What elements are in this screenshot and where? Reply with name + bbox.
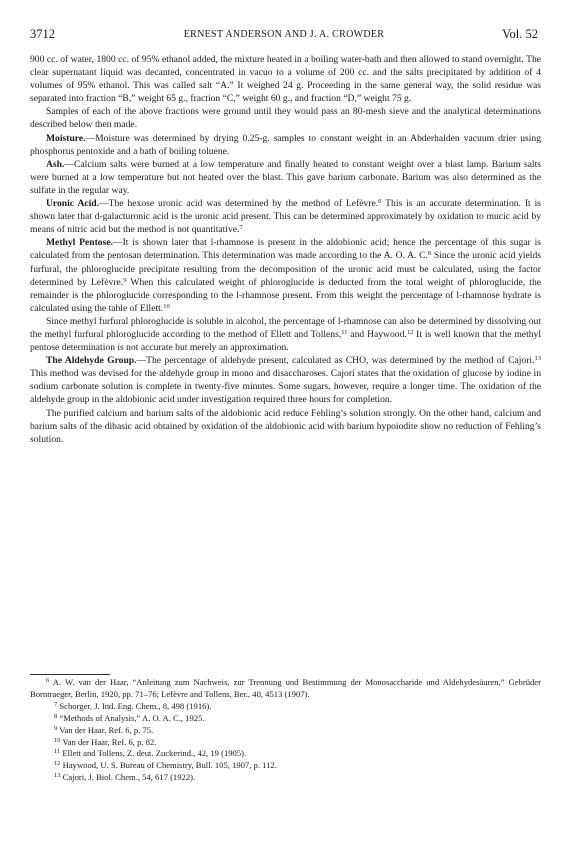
footnote-text: Haywood, U. S. Bureau of Chemistry, Bull. 105, 1907, p. 112.	[60, 760, 277, 771]
article-body	[30, 53, 541, 446]
paragraph-ash	[30, 158, 541, 197]
ref-mark: 10	[163, 302, 170, 310]
section-heading-uronic-acid: Uronic Acid.	[46, 198, 100, 210]
page-number: 3712	[30, 27, 55, 41]
rhamnose-text-2: and Haywood.	[347, 328, 407, 340]
ref-mark: 11	[341, 328, 348, 336]
footnote-6	[30, 677, 541, 701]
footnote-7	[30, 701, 541, 713]
footnote-text: Schorger, J. Ind. Eng. Chem., 8, 498 (1916).	[57, 700, 212, 711]
footnote-text: Cajori, J. Biol. Chem., 54, 617 (1922).	[60, 772, 196, 783]
paragraph-moisture	[30, 132, 541, 158]
footnote-10	[30, 737, 541, 749]
ref-mark: 12	[406, 328, 414, 336]
footnote-divider	[30, 674, 110, 675]
section-heading-moisture: Moisture.	[46, 132, 86, 144]
volume-label: Vol. 52	[502, 27, 538, 41]
running-header	[30, 27, 538, 43]
section-heading-aldehyde-group: The Aldehyde Group.	[46, 355, 137, 367]
paragraph-samples: Samples of each of the above fractions were ground until they would pass an 80-mesh sieve and the analytical determinations described below then made.	[30, 106, 541, 131]
footnote-mark: 8	[54, 712, 58, 720]
running-authors: ERNEST ANDERSON AND J. A. CROWDER	[183, 29, 385, 40]
footnote-mark: 12	[54, 760, 61, 768]
footnote-text: Van der Haar, Ref. 6, p. 82.	[60, 736, 157, 747]
pentose-text-2: Since the uronic acid yields furfural, the phloroglucide precipitate resulting from the decomposition of the uronic acid must be calculated, using the factor determined by Lefèvre.	[30, 250, 542, 288]
footnote-text: “Methods of Analysis,” A. O. A. C., 1925.	[57, 712, 205, 723]
footnote-13	[30, 772, 541, 784]
footnote-mark: 6	[46, 677, 50, 684]
paragraph-continuation: 900 cc. of water, 1800 cc. of 95% ethanol added, the mixture heated in a boiling water-bath and then allowed to stand overnight. The clear supernatant liquid was decanted, concentrated in vacuo to a volume of 200 cc. and the salts precipitated by addition of 4 volumes of 95% ethanol. This was called salt “A.” It weighed 24 g. Proceeding in the same general way, the solid residue was separated into fraction “B,” weight 65 g., fraction “C,” weight 60 g., and fraction “D,” weight 75 g.	[30, 54, 541, 105]
section-heading-methyl-pentose: Methyl Pentose.	[46, 237, 113, 249]
ref-mark: 7	[239, 224, 243, 232]
aldehyde-text-2: This method was devised for the aldehyde group in mono and disaccharoses. Cajori states that the oxidation of glucose by iodine in sodium carbonate solution is complete in twenty-five minutes. Some sugars, however, require a longer time. The oxidation of the aldehyde group in the aldobionic acid under investigation required three hours for completion.	[30, 368, 541, 406]
footnote-9	[30, 725, 541, 737]
footnotes	[30, 677, 541, 784]
footnote-12	[30, 760, 541, 772]
footnote-11	[30, 748, 541, 760]
paragraph-fehling: The purified calcium and barium salts of the aldobionic acid reduce Fehling’s solution strongly. On the other hand, calcium and barium salts of the dibasic acid obtained by oxidation of the aldobionic acid with barium hypoiodite show no reduction of Fehling’s solution.	[30, 407, 541, 445]
footnote-mark: 13	[54, 772, 61, 780]
aldehyde-text-1: —The percentage of aldehyde present, calculated as CHO, was determined by the method of Cajori.	[136, 355, 535, 367]
ref-mark: 9	[123, 276, 127, 284]
rhamnose-text-3: It is well known that the methyl pentose determination is not accurate but merely an approximation.	[30, 328, 541, 354]
footnote-8	[30, 713, 541, 725]
footnote-mark: 10	[54, 736, 61, 744]
pentose-text-3: When this calculated weight of phloroglucide is deducted from the total weight of phloroglucide, the remainder is the phloroglucide corresponding to the l-rhamnose present. From this weight the percentage of l-rhamnose hydrate is calculated using the table of Ellett.	[30, 276, 542, 314]
moisture-text: —Moisture was determined by drying 0.25-g. samples to constant weight in an Abderhalden vacuum drier using phosphorus pentoxide and a bath of boiling toluene.	[30, 132, 541, 157]
ref-mark: 8	[427, 250, 432, 258]
section-heading-ash: Ash.	[46, 158, 65, 170]
footnote-text: A. W. van der Haar, “Anleitung zum Nachweis, zur Trennung und Bestimmung der Monosaccharide und Aldehydesäuren,” Gebrüder Borntraeger, Berlin, 1920, pp. 71–76; Lefèvre and Tollens, Ber., 40, 4513 (1907).	[30, 677, 541, 699]
pentose-text-1: —It is shown later that l-rhamnose is present in the aldobionic acid; hence the percentage of this sugar is calculated from the pentosan determination. This determination was made according to the A. O. A. C.	[30, 237, 541, 262]
footnote-text: Ellett and Tollens, Z. deut. Zuckerind., 42, 19 (1905).	[60, 748, 247, 759]
ref-mark: 6	[378, 198, 382, 206]
paragraph-aldehyde-group	[30, 354, 541, 406]
footnote-mark: 9	[54, 724, 58, 732]
paragraph-methyl-pentose	[30, 236, 541, 315]
uronic-text-2: This is an accurate determination. It is shown later that d-galacturonic acid is the uronic acid present. This can be determined approximately by oxidation to mucic acid by means of nitric acid but the method is not quantitative.	[30, 198, 542, 236]
paragraph-uronic-acid	[30, 197, 541, 236]
footnote-text: Van der Haar, Ref. 6, p. 75.	[57, 724, 154, 735]
ref-mark: 13	[534, 355, 541, 363]
uronic-text-1: —The hexose uronic acid was determined by the method of Lefèvre.	[99, 198, 379, 210]
rhamnose-text-1: Since methyl furfural phloroglucide is soluble in alcohol, the percentage of l-rhamnose can also be determined by dissolving out the methyl furfural phloroglucide according to the method of Ellett and Tollens,	[30, 315, 541, 340]
footnote-mark: 7	[54, 700, 58, 708]
ash-text: —Calcium salts were burned at a low temperature and finally heated to constant weight over a blast lamp. Barium salts were burned at a low temperature but not heated over the blast. This gave barium carbonate. Barium was also determined as the sulfate in the regular way.	[30, 158, 541, 196]
paragraph-rhamnose	[30, 315, 541, 354]
footnote-mark: 11	[54, 748, 61, 756]
